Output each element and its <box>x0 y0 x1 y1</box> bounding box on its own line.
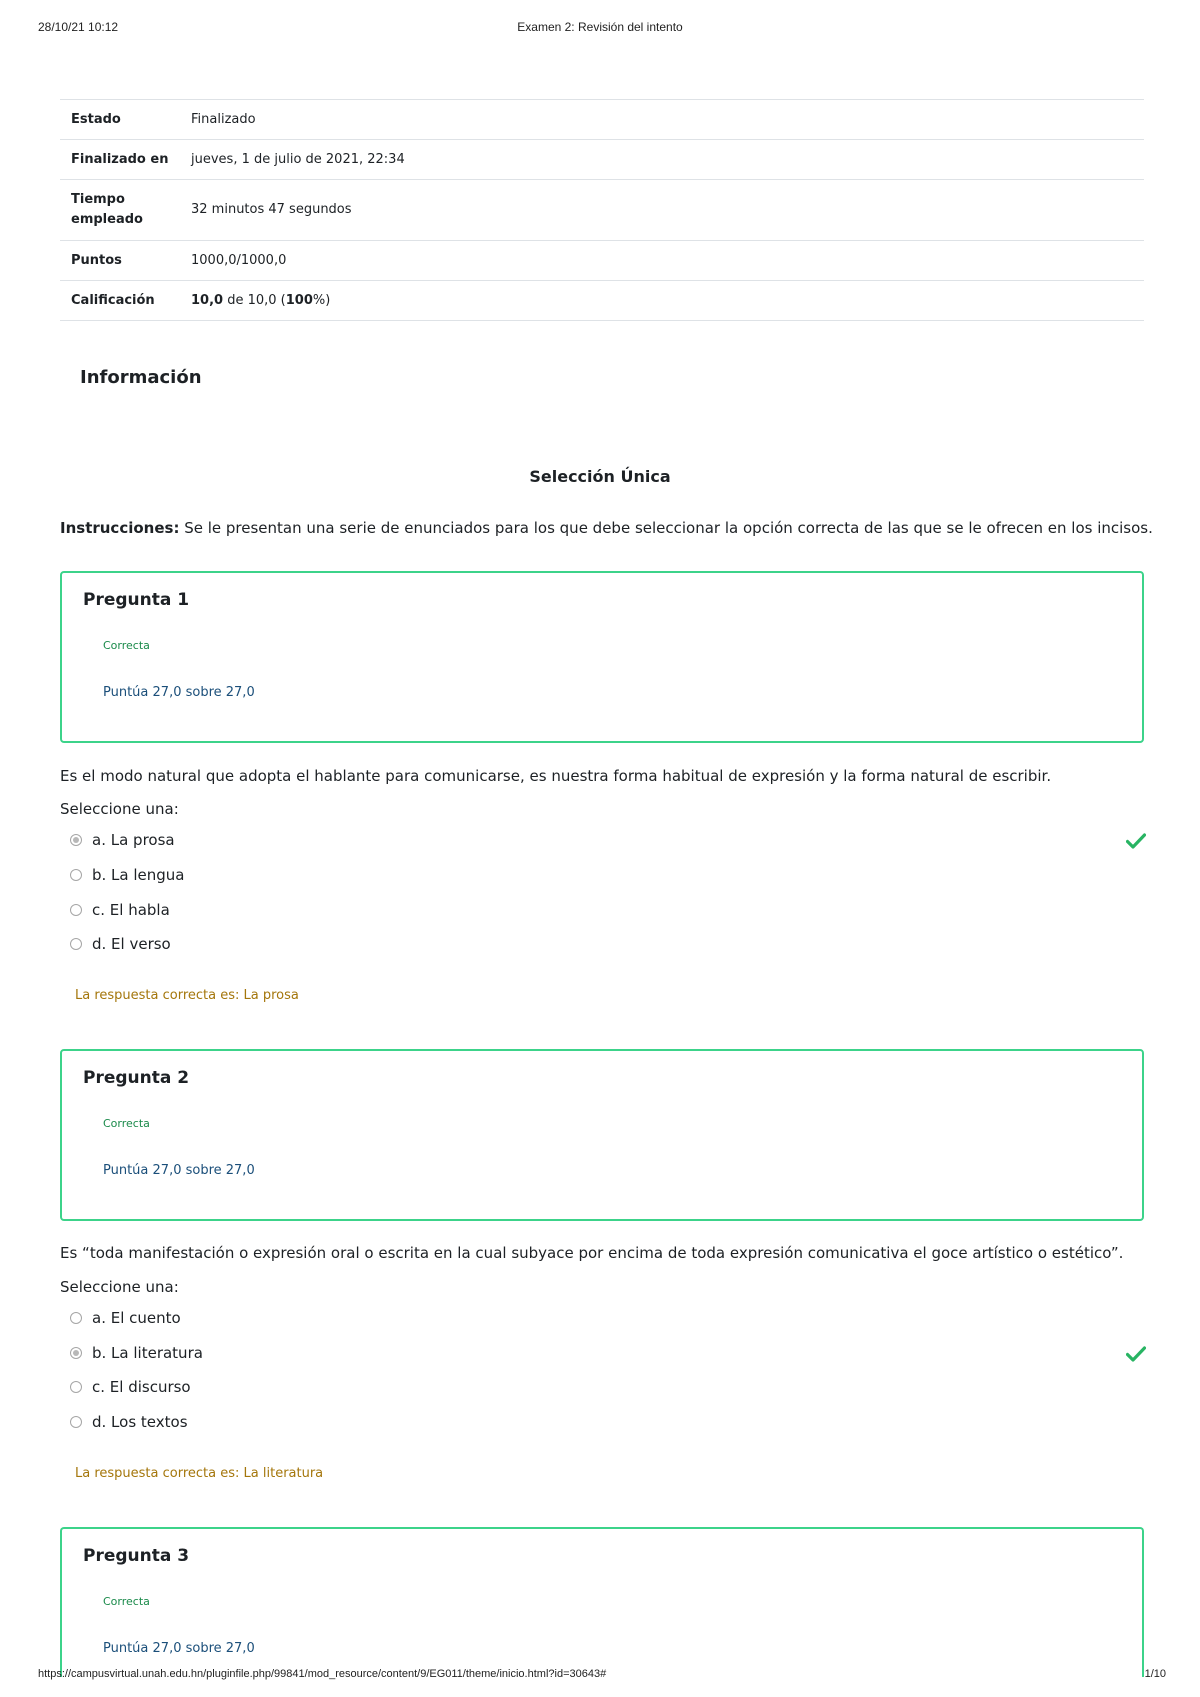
radio-empty-icon[interactable] <box>70 1312 82 1324</box>
summary-row-finalizado-en <box>60 140 1144 180</box>
question-info-box <box>60 571 1144 743</box>
answer-option-label: c. El habla <box>92 901 170 919</box>
radio-checked-icon[interactable] <box>70 1347 82 1359</box>
question-text: Es el modo natural que adopta el hablante para comunicarse, es nuestra forma habitual de expresión y la forma natural de escribir. <box>60 767 1052 785</box>
correct-answer-feedback: La respuesta correcta es: La literatura <box>75 1466 324 1481</box>
attempt-summary-table <box>60 99 1144 321</box>
print-footer <box>0 1668 1200 1684</box>
print-header <box>0 20 1200 36</box>
question-text: Es “toda manifestación o expresión oral o escrita en la cual subyace por encima de toda expresión comunicativa el goce artístico o estético”. <box>60 1244 1124 1262</box>
question-info-box <box>60 1049 1144 1221</box>
summary-row-tiempo-empleado <box>60 180 1144 241</box>
print-page-number: 1/10 <box>1144 1668 1166 1680</box>
summary-value: jueves, 1 de julio de 2021, 22:34 <box>191 151 405 167</box>
summary-value: Finalizado <box>191 111 256 127</box>
question-state: Correcta <box>103 639 150 652</box>
summary-value: 1000,0/1000,0 <box>191 252 287 268</box>
summary-label: Puntos <box>71 252 122 268</box>
select-one-label: Seleccione una: <box>60 1278 179 1296</box>
answer-option-label: b. La literatura <box>92 1344 203 1362</box>
summary-row-estado <box>60 100 1144 140</box>
answer-option[interactable] <box>70 830 175 850</box>
answer-option[interactable] <box>70 1377 191 1397</box>
answer-option[interactable] <box>70 934 171 954</box>
grade-of: de 10,0 ( <box>223 292 286 308</box>
answer-option-label: d. Los textos <box>92 1413 188 1431</box>
print-page-title: Examen 2: Revisión del intento <box>517 20 683 34</box>
question-title: Pregunta 3 <box>83 1546 190 1566</box>
radio-checked-icon[interactable] <box>70 834 82 846</box>
correct-answer-feedback: La respuesta correcta es: La prosa <box>75 988 299 1003</box>
summary-label: Finalizado en <box>71 151 169 167</box>
answer-option-label: d. El verso <box>92 935 171 953</box>
information-heading: Información <box>80 367 202 388</box>
question-grade: Puntúa 27,0 sobre 27,0 <box>103 1641 255 1656</box>
question-title: Pregunta 2 <box>83 1068 190 1088</box>
question-grade: Puntúa 27,0 sobre 27,0 <box>103 685 255 700</box>
question-grade: Puntúa 27,0 sobre 27,0 <box>103 1163 255 1178</box>
answer-option-label: b. La lengua <box>92 866 185 884</box>
section-heading: Selección Única <box>529 467 671 486</box>
question-info-box <box>60 1527 1144 1677</box>
radio-empty-icon[interactable] <box>70 938 82 950</box>
grade-percent-end: %) <box>312 292 331 308</box>
select-one-label: Seleccione una: <box>60 800 179 818</box>
radio-empty-icon[interactable] <box>70 904 82 916</box>
answer-option-label: a. El cuento <box>92 1309 181 1327</box>
answer-option-label: a. La prosa <box>92 831 175 849</box>
answer-option[interactable] <box>70 865 185 885</box>
check-icon <box>1126 833 1146 849</box>
summary-label: Estado <box>71 111 121 127</box>
radio-empty-icon[interactable] <box>70 1381 82 1393</box>
grade-percent: 100 <box>285 292 313 308</box>
summary-label: Calificación <box>71 292 155 308</box>
radio-empty-icon[interactable] <box>70 1416 82 1428</box>
print-url: https://campusvirtual.unah.edu.hn/pluginfile.php/99841/mod_resource/content/9/EG011/theme/inicio.html?id=30643# <box>38 1668 607 1680</box>
question-state: Correcta <box>103 1117 150 1130</box>
check-icon <box>1126 1346 1146 1362</box>
answer-option[interactable] <box>70 1343 203 1363</box>
instructions-text: Se le presentan una serie de enunciados para los que debe seleccionar la opción correcta de las que se le ofrecen en los incisos. <box>179 519 1153 537</box>
answer-option-label: c. El discurso <box>92 1378 191 1396</box>
summary-row-puntos <box>60 241 1144 281</box>
summary-value: 32 minutos 47 segundos <box>191 202 352 217</box>
answer-option[interactable] <box>70 1308 181 1328</box>
question-state: Correcta <box>103 1595 150 1608</box>
summary-label: Tiempo empleado <box>71 192 143 227</box>
summary-value <box>191 291 1144 311</box>
print-date: 28/10/21 10:12 <box>38 20 119 34</box>
answer-option[interactable] <box>70 900 170 920</box>
summary-row-calificacion <box>60 281 1144 321</box>
instructions <box>60 519 1160 537</box>
radio-empty-icon[interactable] <box>70 869 82 881</box>
grade-score: 10,0 <box>191 292 224 308</box>
instructions-label: Instrucciones: <box>60 519 180 537</box>
question-title: Pregunta 1 <box>83 590 190 610</box>
answer-option[interactable] <box>70 1412 188 1432</box>
